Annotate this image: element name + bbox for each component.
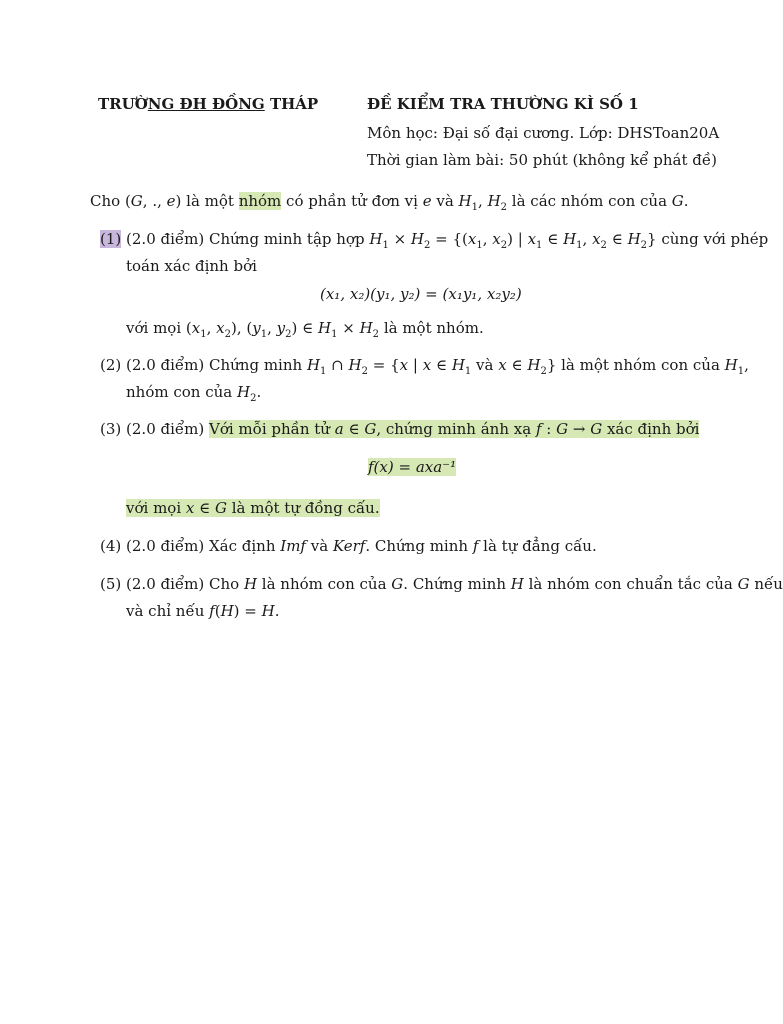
question-2: (2) (2.0 điểm) Chứng minh $H_1$ ∩ $H_2 = \{x$ | x ∈ $H_1$ và x ∈ $H_2$} là một nhóm con của $H_1$, [100, 356, 749, 377]
school-name: TRƯỜNG ĐH ĐỒNG THÁP [98, 95, 319, 113]
question-3-formula: f(x) = axa⁻¹ [368, 458, 457, 476]
highlight-nhom: nhóm [238, 192, 282, 210]
question-5: (5) (2.0 điểm) Cho H là nhóm con của G. Chứng minh H là nhóm con chuẩn tắc của G nếu [100, 575, 783, 593]
time-line: Thời gian làm bài: 50 phút (không kể phát đề) [367, 151, 717, 169]
question-1-line3: với mọi ($x_1$, $x_2$), ($y_1$, $y_2$) ∈ $H_1 \times H_2$ là một nhóm. [126, 319, 484, 340]
question-3-highlight: Với mỗi phần tử a ∈ G, chứng minh ánh xạ f : G → G xác định bởi [209, 420, 700, 438]
question-1-line2: toán xác định bởi [126, 257, 257, 275]
intro-text: Cho (G, ., e) là một nhóm có phần tử đơn vị e và $H_1$, $H_2$ là các nhóm con của G. [90, 192, 689, 213]
question-3: (3) (2.0 điểm) Với mỗi phần tử a ∈ G, chứng minh ánh xạ f : G → G xác định bởi [100, 420, 700, 438]
question-4: (4) (2.0 điểm) Xác định Imf và Kerf. Chứng minh f là tự đẳng cấu. [100, 537, 597, 555]
question-1: (1) (2.0 điểm) Chứng minh tập hợp $H_1 \times H_2 = \{(x_1$, $x_2$) | $x_1$ ∈ $H_1$, $x_2$ ∈ $H_2$} cùng với phép [100, 230, 769, 251]
question-3-line3: với mọi x ∈ G là một tự đồng cấu. [126, 499, 380, 517]
question-2-line2: nhóm con của $H_2$. [126, 383, 262, 404]
exam-title: ĐỀ KIỂM TRA THƯỜNG KÌ SỐ 1 [367, 95, 639, 113]
question-5-line2: và chỉ nếu f(H) = H. [126, 602, 280, 620]
subject-line: Môn học: Đại số đại cương. Lớp: DHSToan20A [367, 124, 720, 142]
question-1-number: (1) [100, 230, 122, 248]
question-1-formula: (x₁, x₂)(y₁, y₂) = (x₁y₁, x₂y₂) [320, 285, 522, 303]
